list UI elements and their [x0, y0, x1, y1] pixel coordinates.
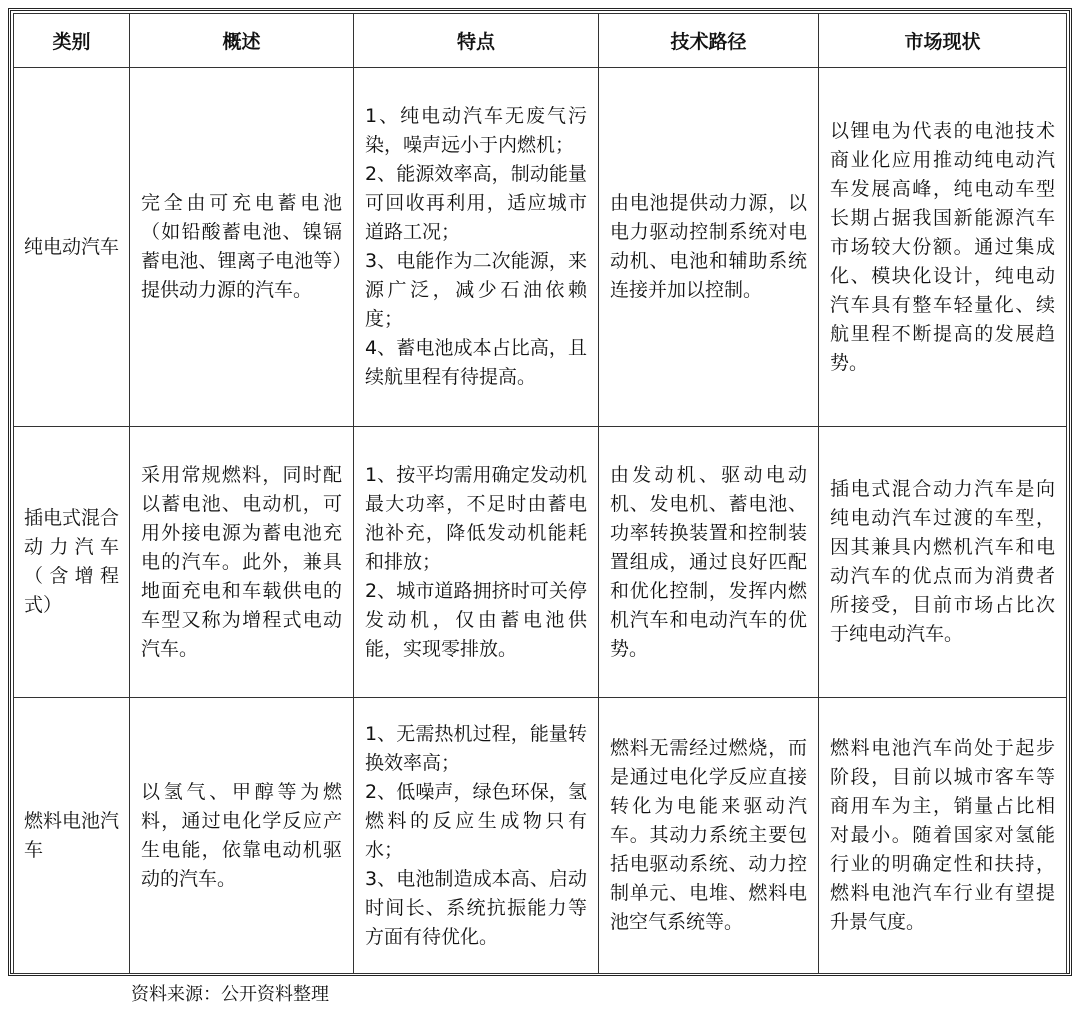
header-features: 特点: [354, 14, 599, 68]
feature-item: 3、电能作为二次能源，来源广泛，减少石油依赖度；: [365, 250, 587, 330]
comparison-table-frame: [8, 8, 1072, 976]
table-row: [14, 698, 1067, 974]
source-note: 资料来源：公开资料整理: [131, 984, 329, 1005]
header-category: 类别: [14, 14, 130, 68]
cell-market: 燃料电池汽车尚处于起步阶段，目前以城市客车等商用车为主，销量占比相对最小。随着国家对氢能行业的明确定性和扶持，燃料电池汽车行业有望提升景气度。: [819, 698, 1067, 974]
cell-tech-path: 由电池提供动力源，以电力驱动控制系统对电动机、电池和辅助系统连接并加以控制。: [599, 68, 819, 427]
feature-item: 4、蓄电池成本占比高，且续航里程有待提高。: [365, 337, 587, 388]
cell-overview: 以氢气、甲醇等为燃料，通过电化学反应产生电能，依靠电动机驱动的汽车。: [130, 698, 354, 974]
table-row: [14, 68, 1067, 427]
cell-tech-path: 由发动机、驱动电动机、发电机、蓄电池、功率转换装置和控制装置组成，通过良好匹配和优化控制，发挥内燃机汽车和电动汽车的优势。: [599, 427, 819, 698]
cell-overview: 采用常规燃料，同时配以蓄电池、电动机，可用外接电源为蓄电池充电的汽车。此外，兼具地面充电和车载供电的车型又称为增程式电动汽车。: [130, 427, 354, 698]
cell-features: [354, 68, 599, 427]
cell-features: [354, 427, 599, 698]
feature-item: 2、城市道路拥挤时可关停发动机，仅由蓄电池供能，实现零排放。: [365, 579, 587, 660]
feature-item: 1、无需热机过程，能量转换效率高；: [365, 722, 587, 774]
nev-comparison-table: [13, 13, 1067, 974]
cell-category: 插电式混合动力汽车（含增程式）: [14, 427, 130, 698]
header-tech-path: 技术路径: [599, 14, 819, 68]
feature-item: 2、能源效率高，制动能量可回收再利用，适应城市道路工况；: [365, 163, 587, 243]
cell-tech-path: 燃料无需经过燃烧，而是通过电化学反应直接转化为电能来驱动汽车。其动力系统主要包括电驱动系统、动力控制单元、电堆、燃料电池空气系统等。: [599, 698, 819, 974]
cell-market: 以锂电为代表的电池技术商业化应用推动纯电动汽车发展高峰，纯电动车型长期占据我国新能源汽车市场较大份额。通过集成化、模块化设计，纯电动汽车具有整车轻量化、续航里程不断提高的发展趋势。: [819, 68, 1067, 427]
table-header-row: [14, 14, 1067, 68]
feature-item: 1、纯电动汽车无废气污染，噪声远小于内燃机；: [365, 105, 587, 156]
table-row: [14, 427, 1067, 698]
cell-category: 纯电动汽车: [14, 68, 130, 427]
cell-overview: 完全由可充电蓄电池（如铅酸蓄电池、镍镉蓄电池、锂离子电池等）提供动力源的汽车。: [130, 68, 354, 427]
cell-category: 燃料电池汽车: [14, 698, 130, 974]
feature-item: 1、按平均需用确定发动机最大功率，不足时由蓄电池补充，降低发动机能耗和排放；: [365, 463, 587, 573]
cell-features: [354, 698, 599, 974]
header-market: 市场现状: [819, 14, 1067, 68]
cell-market: 插电式混合动力汽车是向纯电动汽车过渡的车型，因其兼具内燃机汽车和电动汽车的优点而为消费者所接受，目前市场占比次于纯电动汽车。: [819, 427, 1067, 698]
feature-item: 2、低噪声，绿色环保，氢燃料的反应生成物只有水；: [365, 780, 587, 861]
header-overview: 概述: [130, 14, 354, 68]
feature-item: 3、电池制造成本高、启动时间长、系统抗振能力等方面有待优化。: [365, 867, 587, 948]
